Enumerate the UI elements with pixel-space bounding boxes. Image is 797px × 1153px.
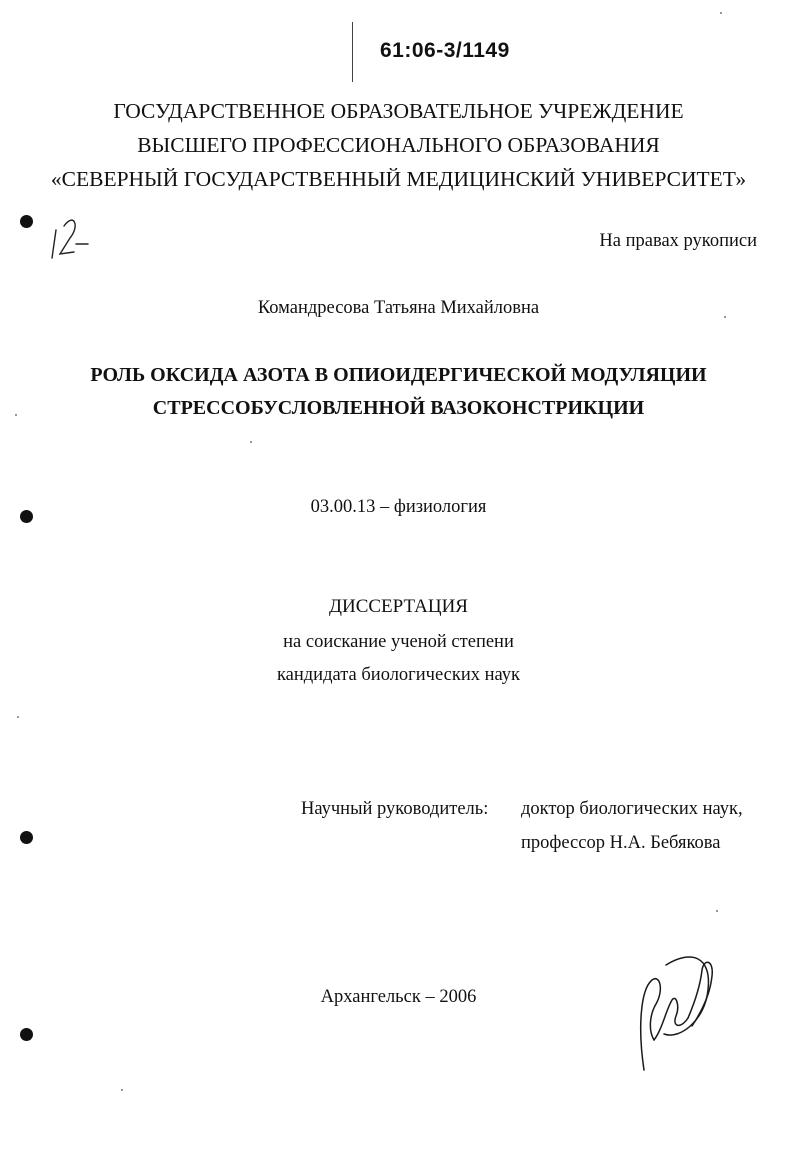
manuscript-rights: На правах рукописи <box>599 231 757 251</box>
title-line: СТРЕССОБУСЛОВЛЕННОЙ ВАЗОКОНСТРИКЦИИ <box>152 397 645 419</box>
stamp-code: 61:06-3/1149 <box>380 39 510 62</box>
institution-line: ГОСУДАРСТВЕННОЕ ОБРАЗОВАТЕЛЬНОЕ УЧРЕЖДЕНИЕ <box>113 99 684 123</box>
institution-line: «СЕВЕРНЫЙ ГОСУДАРСТВЕННЫЙ МЕДИЦИНСКИЙ УНИВЕРСИТЕТ» <box>50 167 747 191</box>
institution-line: ВЫСШЕГО ПРОФЕССИОНАЛЬНОГО ОБРАЗОВАНИЯ <box>137 133 660 157</box>
title-line: РОЛЬ ОКСИДА АЗОТА В ОПИОИДЕРГИЧЕСКОЙ МОДУЛЯЦИИ <box>90 364 707 386</box>
supervisor-name: профессор Н.А. Бебякова <box>521 833 721 853</box>
supervisor-degree: доктор биологических наук, <box>521 799 743 819</box>
place-year: Архангельск – 2006 <box>320 987 477 1007</box>
supervisor-label: Научный руководитель: <box>301 799 489 819</box>
degree-line-1: на соискание ученой степени <box>283 632 514 652</box>
author-name: Командресова Татьяна Михайловна <box>257 298 540 318</box>
handwritten-mark-12 <box>52 220 88 258</box>
handwritten-signature <box>641 957 713 1070</box>
dissertation-heading: ДИССЕРТАЦИЯ <box>329 596 468 617</box>
specialty-code: 03.00.13 – физиология <box>310 497 487 517</box>
degree-line-2: кандидата биологических наук <box>276 665 521 685</box>
